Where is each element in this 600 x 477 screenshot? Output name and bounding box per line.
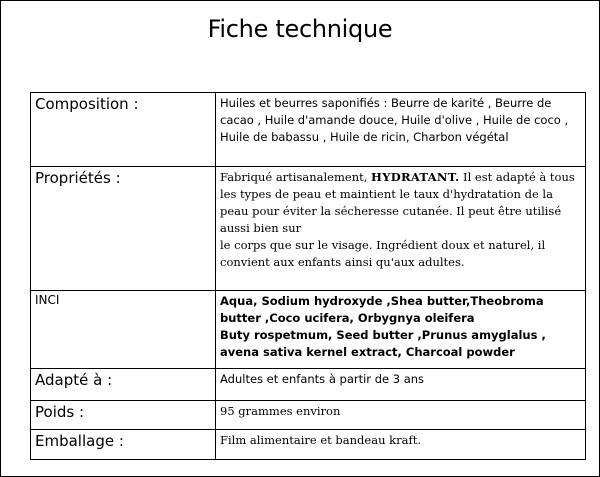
proprietes-value bbox=[216, 167, 586, 291]
row-poids bbox=[31, 401, 586, 430]
page-title: Fiche technique bbox=[207, 15, 393, 43]
proprietes-text-end: Il est adapté à tous les types de peau et maintient le taux d'hydratation de la peau pour éviter la sécheresse cutanée. Il peut être utilisé aussi bien sur bbox=[220, 170, 575, 235]
row-composition bbox=[31, 93, 586, 167]
inci-label: INCI bbox=[31, 291, 216, 369]
adapte-label: Adapté à : bbox=[31, 369, 216, 401]
row-inci bbox=[31, 291, 586, 369]
composition-value: Huiles et beurres saponifiés : Beurre de karité , Beurre de cacao , Huile d'amande douce, Huile d'olive , Huile de coco , Huile de babassu , Huile de ricin, Charbon végétal bbox=[216, 93, 586, 167]
row-proprietes bbox=[31, 167, 586, 291]
emballage-value: Film alimentaire et bandeau kraft. bbox=[216, 430, 586, 460]
hydratant-keyword: HYDRATANT. bbox=[371, 170, 460, 184]
adapte-value: Adultes et enfants à partir de 3 ans bbox=[216, 369, 586, 401]
inci-text-line1: Aqua, Sodium hydroxyde ,Shea butter,Theobroma butter ,Coco ucifera, Orbygnya oleifera bbox=[220, 294, 544, 325]
proprietes-label: Propriétés : bbox=[31, 167, 216, 291]
poids-value: 95 grammes environ bbox=[216, 401, 586, 430]
poids-label: Poids : bbox=[31, 401, 216, 430]
emballage-label: Emballage : bbox=[31, 430, 216, 460]
row-emballage bbox=[31, 430, 586, 460]
inci-value bbox=[216, 291, 586, 369]
composition-label: Composition : bbox=[31, 93, 216, 167]
spec-table bbox=[30, 92, 586, 460]
row-adapte bbox=[31, 369, 586, 401]
proprietes-text-start: Fabriqué artisanalement, bbox=[220, 170, 372, 184]
inci-text-line2: Buty rospetmum, Seed butter ,Prunus amyglalus , avena sativa kernel extract, Charcoal powder bbox=[220, 328, 546, 359]
proprietes-text-line2: le corps que sur le visage. Ingrédient doux et naturel, il convient aux enfants ainsi qu'aux adultes. bbox=[220, 238, 546, 269]
